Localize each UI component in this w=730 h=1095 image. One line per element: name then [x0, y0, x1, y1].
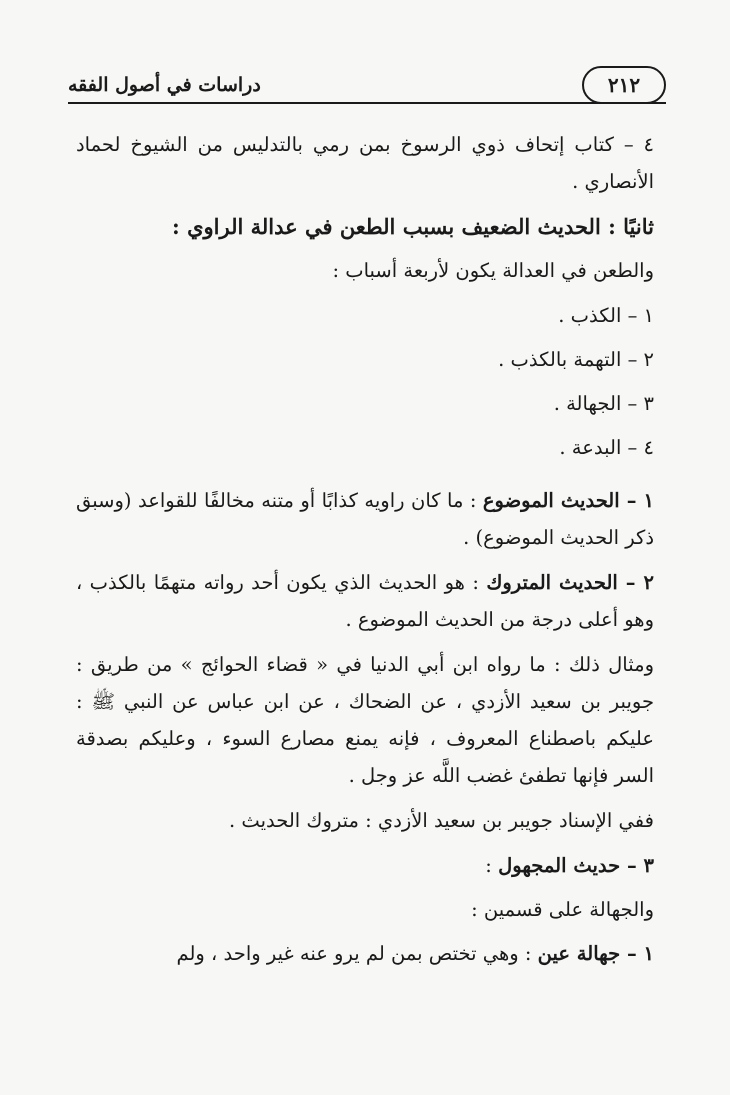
jahala-intro: والجهالة على قسمين : — [471, 898, 654, 921]
paragraph-jahalat-ayn — [76, 936, 676, 971]
paragraph-isnad: ففي الإسناد جويبر بن سعيد الأزدي : متروك الحديث . — [229, 809, 654, 832]
page-body — [76, 126, 676, 980]
term-majhul: ٣ – حديث المجهول — [498, 854, 654, 877]
paragraph-example: ومثال ذلك : ما رواه ابن أبي الدنيا في « قضاء الحوائج » من طريق : جويبر بن سعيد الأزدي ، عن الضحاك ، عن ابن عباس عن النبي ﷺ : عليكم باصطناع المعروف ، فإنه يمنع مصارع السوء ، وعليكم بصدقة السر فإنها تطفئ غضب اللَّه عز وجل . — [76, 653, 654, 787]
term-matruk: ٢ – الحديث المتروك — [486, 571, 654, 594]
paragraph-mawdu — [76, 482, 676, 556]
book-title: دراسات في أصول الفقه — [68, 74, 261, 96]
majhul-colon: : — [485, 854, 499, 877]
majhul-heading — [76, 848, 676, 883]
term-jahalat-ayn: ١ – جهالة عين — [537, 942, 654, 965]
mawdu-definition: : ما كان راويه كذابًا أو متنه مخالفًا للقواعد (وسبق ذكر الحديث الموضوع) . — [76, 489, 654, 549]
list-item: ١ – الكذب . — [558, 304, 654, 327]
page-header — [68, 66, 666, 106]
jahalat-ayn-definition: : وهي تختص بمن لم يرو عنه غير واحد ، ولم — [176, 942, 538, 965]
term-mawdu: ١ – الحديث الموضوع — [482, 489, 654, 512]
header-rule — [68, 102, 666, 104]
paragraph-matruk — [76, 564, 676, 638]
paragraph-book-item: ٤ – كتاب إتحاف ذوي الرسوخ بمن رمي بالتدليس من الشيوخ لحماد الأنصاري . — [76, 133, 654, 193]
list-item: ٤ – البدعة . — [559, 436, 654, 459]
reasons-intro: والطعن في العدالة يكون لأربعة أسباب : — [332, 259, 654, 282]
section-heading: ثانيًا : الحديث الضعيف بسبب الطعن في عدالة الراوي : — [172, 214, 654, 239]
page-number: ٢١٢ — [582, 66, 666, 104]
list-item: ٢ – التهمة بالكذب . — [498, 348, 654, 371]
matruk-definition: : هو الحديث الذي يكون أحد رواته متهمًا بالكذب ، وهو أعلى درجة من الحديث الموضوع . — [76, 571, 654, 631]
list-item: ٣ – الجهالة . — [553, 392, 654, 415]
